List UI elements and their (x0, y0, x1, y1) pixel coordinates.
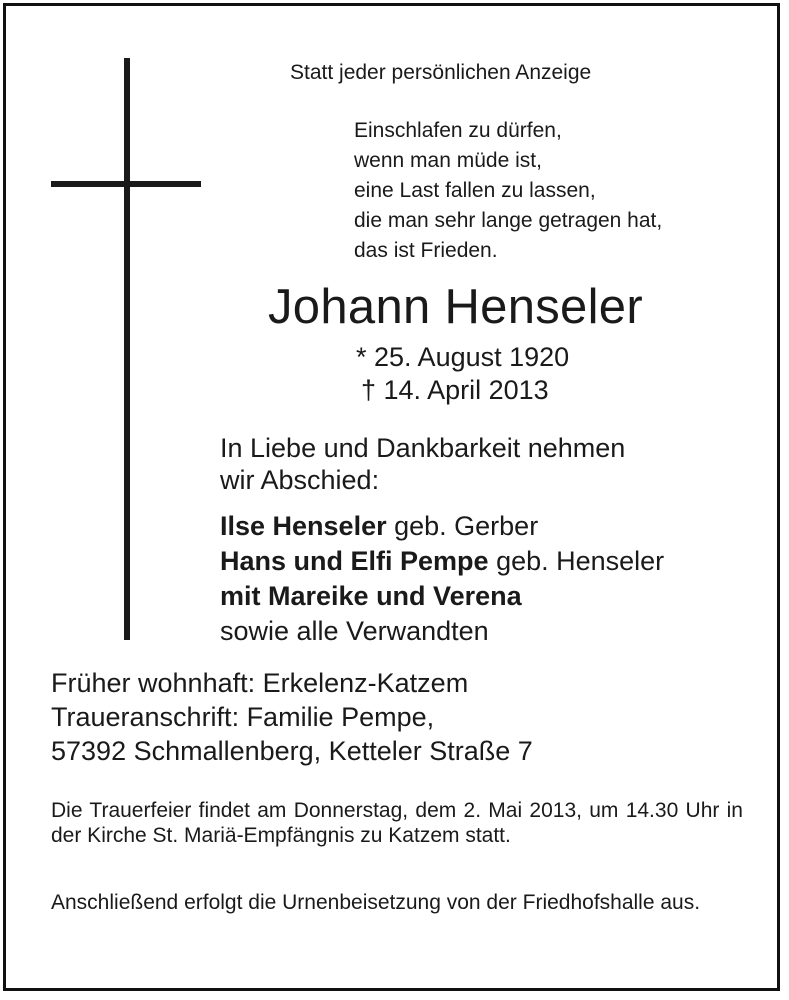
deceased-name: Johann Henseler (268, 280, 643, 334)
poem-line: die man sehr lange getragen hat, (354, 209, 663, 232)
mourning-address-street: 57392 Schmallenberg, Ketteler Straße 7 (51, 736, 533, 766)
mourner-entry (220, 544, 664, 579)
mourner-name: Ilse Henseler (220, 511, 387, 541)
death-date: † 14. April 2013 (361, 375, 549, 405)
mourner-note: geb. Gerber (386, 511, 539, 541)
birth-date: * 25. August 1920 (356, 342, 570, 372)
mourner-entry (220, 509, 664, 544)
mourner-entry (220, 614, 664, 649)
poem-line: eine Last fallen zu lassen, (354, 179, 596, 202)
burial-notice: Anschließend erfolgt die Urnenbeisetzung von der Friedhofshalle aus. (51, 891, 701, 914)
poem (354, 116, 662, 266)
mourners-list (220, 509, 664, 649)
cross-icon-horizontal-bar (51, 181, 201, 187)
mourner-note: geb. Henseler (488, 546, 665, 576)
former-residence: Früher wohnhaft: Erkelenz-Katzem (51, 668, 469, 698)
farewell-text (220, 432, 625, 496)
cross-icon-vertical-bar (124, 58, 130, 640)
farewell-line: In Liebe und Dankbarkeit nehmen (220, 433, 626, 463)
mourner-name: Hans und Elfi Pempe (220, 546, 489, 576)
poem-line: das ist Frieden. (354, 239, 498, 262)
address-block (51, 666, 533, 768)
funeral-notice: Die Trauerfeier findet am Donnerstag, dem 2. Mai 2013, um 14.30 Uhr in der Kirche St. Mariä-Empfängnis zu Katzem statt. (51, 799, 743, 847)
mourner-note: sowie alle Verwandten (220, 616, 489, 646)
poem-line: Einschlafen zu dürfen, (354, 119, 562, 142)
mourner-entry (220, 579, 664, 614)
mourner-name: mit Mareike und Verena (220, 581, 522, 611)
farewell-line: wir Abschied: (220, 465, 380, 495)
intro-line: Statt jeder persönlichen Anzeige (290, 61, 592, 84)
poem-line: wenn man müde ist, (354, 149, 542, 172)
mourning-address-label: Traueranschrift: Familie Pempe, (51, 702, 435, 732)
obituary-card (3, 3, 780, 991)
